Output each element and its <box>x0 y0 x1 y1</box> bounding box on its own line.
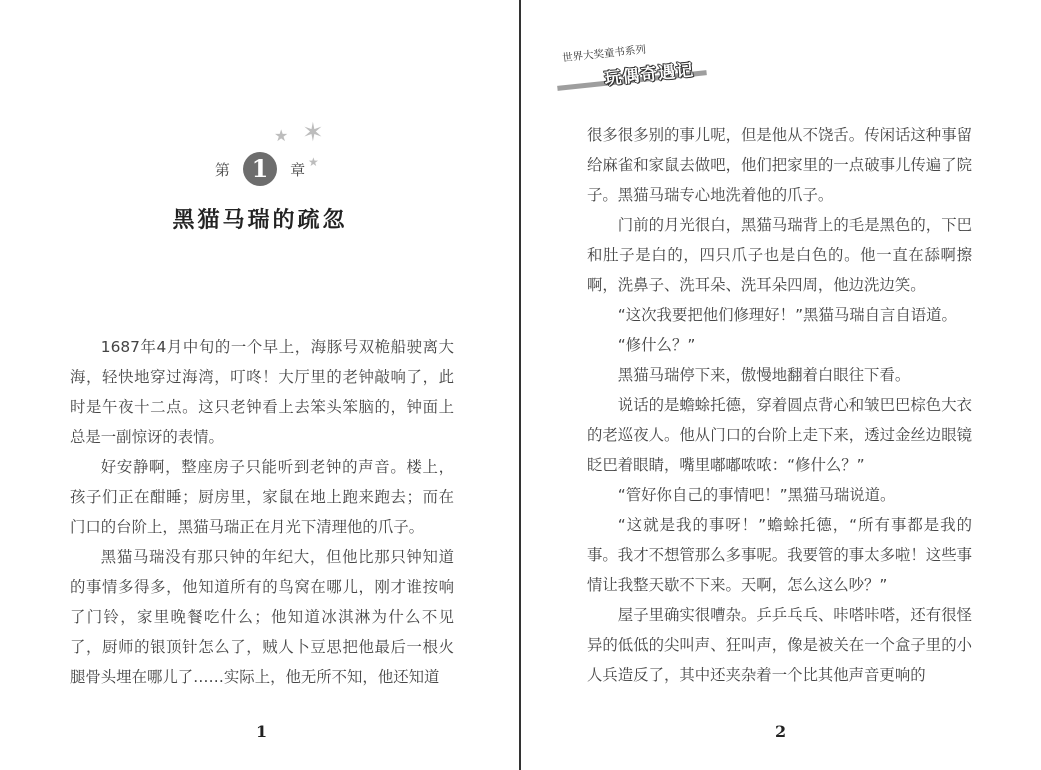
star-icon: ★ <box>308 155 319 169</box>
left-page-text <box>70 332 454 692</box>
paragraph: “这就是我的事呀！”蟾蜍托德，“所有事都是我的事。我才不想管那么多事呢。我要管的事太多啦！这些事情让我整天歇不下来。天啊，怎么这么吵？” <box>587 516 972 594</box>
paragraph: 黑猫马瑞没有那只钟的年纪大，但他比那只钟知道的事情多得多，他知道所有的鸟窝在哪儿，刚才谁按响了门铃，家里晚餐吃什么；他知道冰淇淋为什么不见了，厨师的银顶针怎么了，贼人卜豆思把他最后一根火腿骨头埋在哪儿了……实际上，他无所不知，他还知道 <box>70 548 454 686</box>
paragraph: 门前的月光很白，黑猫马瑞背上的毛是黑色的，下巴和肚子是白的，四只爪子也是白色的。他一直在舔啊擦啊，洗鼻子、洗耳朵、洗耳朵四周，他边洗边笑。 <box>587 216 972 294</box>
paragraph: 屋子里确实很嘈杂。乒乒乓乓、咔嗒咔嗒，还有很怪异的低低的尖叫声、狂叫声，像是被关在一个盒子里的小人兵造反了，其中还夹杂着一个比其他声音更响的 <box>587 606 972 684</box>
page-number-left: 1 <box>256 722 268 741</box>
paragraph: 1687年4月中旬的一个早上，海豚号双桅船驶离大海，轻快地穿过海湾，叮咚！大厅里的老钟敲响了，此时是午夜十二点。这只老钟看上去笨头笨脑的，钟面上总是一副惊讶的表情。 <box>70 338 454 446</box>
star-icon: ✶ <box>302 118 324 148</box>
paragraph: 黑猫马瑞停下来，傲慢地翻着白眼往下看。 <box>617 366 911 384</box>
paragraph: 好安静啊，整座房子只能听到老钟的声音。楼上，孩子们正在酣睡；厨房里，家鼠在地上跑来跑去；而在门口的台阶上，黑猫马瑞正在月光下清理他的爪子。 <box>70 458 454 536</box>
paragraph: “管好你自己的事情吧！”黑猫马瑞说道。 <box>617 486 896 504</box>
left-page <box>0 0 520 770</box>
paragraph: “修什么？” <box>617 336 696 354</box>
series-subtitle: 世界大奖童书系列 <box>561 43 647 65</box>
chapter-number-badge: 1 <box>243 152 277 186</box>
page-number-right: 2 <box>775 722 787 741</box>
paragraph: 说话的是蟾蜍托德，穿着圆点背心和皱巴巴棕色大衣的老巡夜人。他从门口的台阶上走下来，透过金丝边眼镜眨巴着眼睛，嘴里嘟嘟哝哝：“修什么？” <box>587 396 972 474</box>
paragraph: 很多很多别的事儿呢，但是他从不饶舌。传闲话这种事留给麻雀和家鼠去做吧，他们把家里的一点破事儿传遍了院子。黑猫马瑞专心地洗着他的爪子。 <box>587 126 972 204</box>
paragraph: “这次我要把他们修理好！”黑猫马瑞自言自语道。 <box>617 306 957 324</box>
star-icon: ★ <box>274 126 289 145</box>
chapter-prefix: 第 <box>214 160 230 179</box>
chapter-title: 黑猫马瑞的疏忽 <box>172 208 348 233</box>
right-page-text <box>587 120 972 690</box>
series-logo: 玩偶奇遇记 <box>603 60 696 90</box>
chapter-suffix: 章 <box>290 160 306 179</box>
chapter-heading <box>0 152 520 188</box>
